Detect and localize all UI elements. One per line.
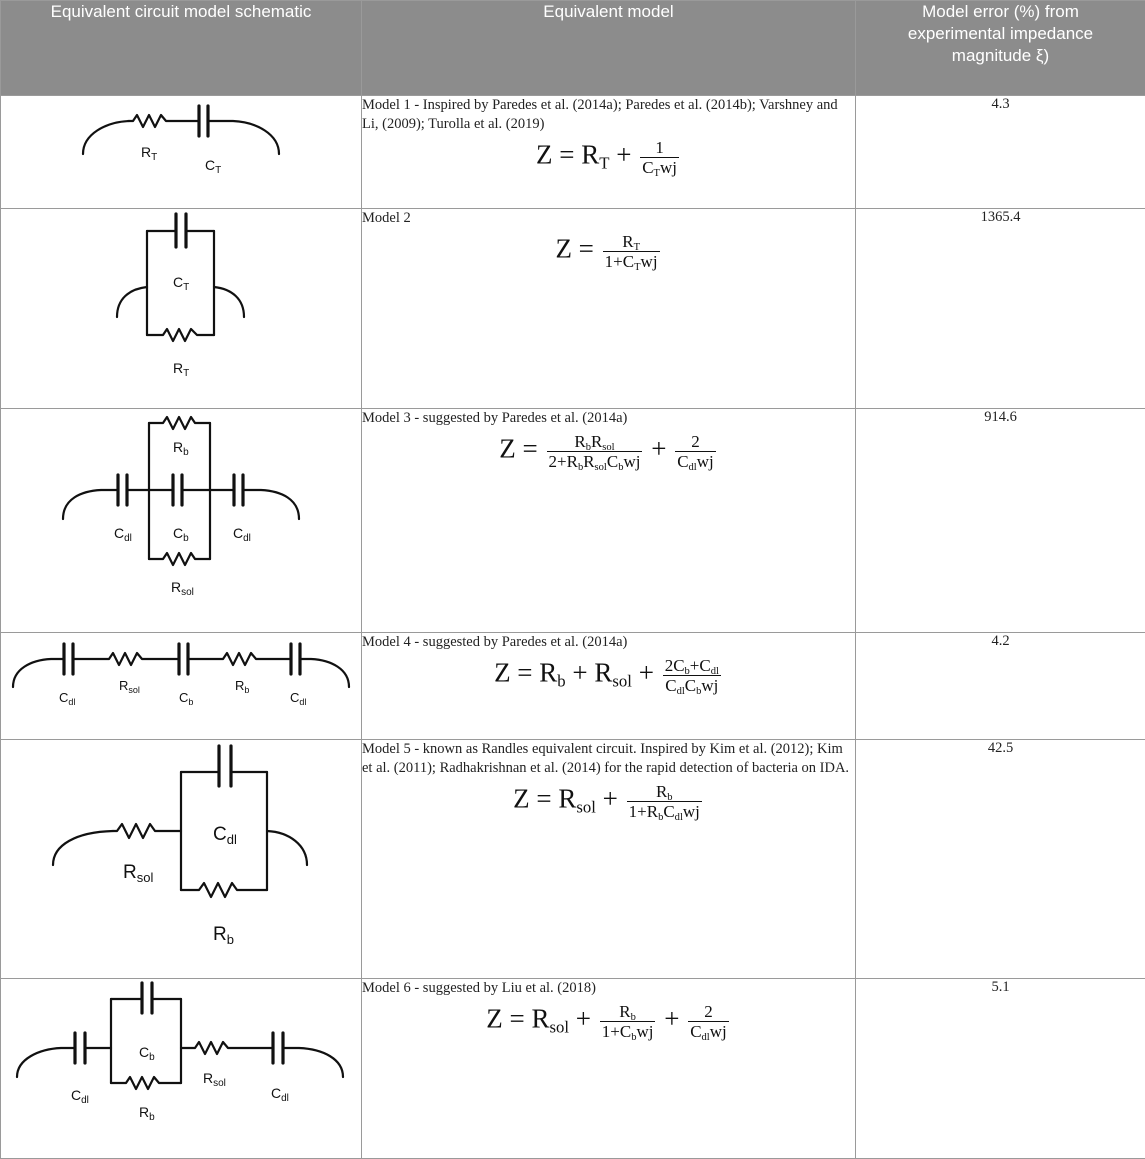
label-cdl-right: $C_{dl}$ <box>290 690 306 707</box>
table-row <box>1 96 1145 209</box>
label-cdl-left: $C_{dl}$ <box>114 525 132 544</box>
schematic-model-6 <box>1 979 362 1159</box>
equation-model-4: $Z = R_b + R_{sol}$ + $\frac{2C_b+C_{dl}}{C_{dl}C_bwj}$ <box>362 656 855 695</box>
model-3-description: Model 3 - suggested by Paredes et al. (2014a) <box>362 409 855 428</box>
model-3-cell <box>362 409 856 633</box>
label-rsol: $R_{sol}$ <box>203 1070 226 1089</box>
table-row <box>1 209 1145 409</box>
label-rsol: $R_{sol}$ <box>119 678 140 695</box>
table-row <box>1 740 1145 979</box>
schematic-model-3 <box>1 409 362 633</box>
model-1-description: Model 1 - Inspired by Paredes et al. (2014a); Paredes et al. (2014b); Varshney and Li, (2009); Turolla et al. (2019) <box>362 96 855 134</box>
label-rsol: $R_{sol}$ <box>123 862 153 885</box>
equation-model-5: $Z = R_{sol}$ + $\frac{R_b}{1+R_bC_{dl}wj}$ <box>362 782 855 821</box>
header-schematic: Equivalent circuit model schematic <box>1 1 362 96</box>
table-row <box>1 409 1145 633</box>
model-5-cell <box>362 740 856 979</box>
label-rsol: $R_{sol}$ <box>171 579 194 598</box>
model-5-description: Model 5 - known as Randles equivalent circuit. Inspired by Kim et al. (2012); Kim et al. (2011); Radhakrishnan et al. (2014) for the rapid detection of bacteria on IDA. <box>362 740 855 778</box>
header-row <box>1 1 1145 96</box>
model-6-description: Model 6 - suggested by Liu et al. (2018) <box>362 979 855 998</box>
label-cdl-right: $C_{dl}$ <box>271 1085 289 1104</box>
error-model-4: 4.2 <box>856 633 1145 740</box>
equation-model-3: Z = $\frac{R_bR_{sol}}{2+R_bR_{sol}C_bwj}$ + $\frac{2}{C_{dl}wj}$ <box>362 432 855 471</box>
header-model: Equivalent model <box>362 1 856 96</box>
circuit-diagram-6 <box>1 979 360 1157</box>
label-cdl-right: $C_{dl}$ <box>233 525 251 544</box>
model-4-description: Model 4 - suggested by Paredes et al. (2014a) <box>362 633 855 652</box>
equation-model-1: $Z = R_T$ + $\frac{1}{C_Twj}$ <box>362 138 855 177</box>
schematic-model-4 <box>1 633 362 740</box>
circuit-diagram-3 <box>1 409 360 631</box>
label-rb: $R_b$ <box>213 924 234 947</box>
label-cdl-left: $C_{dl}$ <box>71 1087 89 1106</box>
model-2-cell <box>362 209 856 409</box>
model-6-cell <box>362 979 856 1159</box>
error-model-1: 4.3 <box>856 96 1145 209</box>
equation-model-6: $Z = R_{sol}$ + $\frac{R_b}{1+C_bwj}$ + $\frac{2}{C_{dl}wj}$ <box>362 1002 855 1041</box>
schematic-model-2 <box>1 209 362 409</box>
circuit-diagram-1 <box>1 96 360 207</box>
label-ct: $C_T$ <box>205 157 221 176</box>
label-rb: $R_b$ <box>235 678 249 695</box>
schematic-model-5 <box>1 740 362 979</box>
label-rt: $R_T$ <box>173 360 189 379</box>
model-2-description: Model 2 <box>362 209 855 228</box>
label-cb: $C_b$ <box>173 525 189 544</box>
schematic-model-1 <box>1 96 362 209</box>
model-4-cell <box>362 633 856 740</box>
label-cb: $C_b$ <box>179 690 193 707</box>
label-ct: $C_T$ <box>173 274 189 293</box>
header-error: Model error (%) from experimental impedance magnitude ξ) <box>856 1 1145 96</box>
error-model-5: 42.5 <box>856 740 1145 979</box>
table-row <box>1 633 1145 740</box>
error-model-2: 1365.4 <box>856 209 1145 409</box>
table-row <box>1 979 1145 1159</box>
label-cdl-left: $C_{dl}$ <box>59 690 75 707</box>
label-rb: $R_b$ <box>173 439 189 458</box>
circuit-diagram-5 <box>1 740 360 977</box>
label-cb: $C_b$ <box>139 1044 155 1063</box>
error-model-3: 914.6 <box>856 409 1145 633</box>
circuit-diagram-2 <box>1 209 360 407</box>
error-model-6: 5.1 <box>856 979 1145 1159</box>
label-rb: $R_b$ <box>139 1104 155 1123</box>
circuit-diagram-4 <box>1 633 360 738</box>
model-1-cell <box>362 96 856 209</box>
label-cdl: $C_{dl}$ <box>213 824 237 847</box>
label-rt: $R_T$ <box>141 144 157 163</box>
equation-model-2: Z = $\frac{R_T}{1+C_Twj}$ <box>362 232 855 271</box>
